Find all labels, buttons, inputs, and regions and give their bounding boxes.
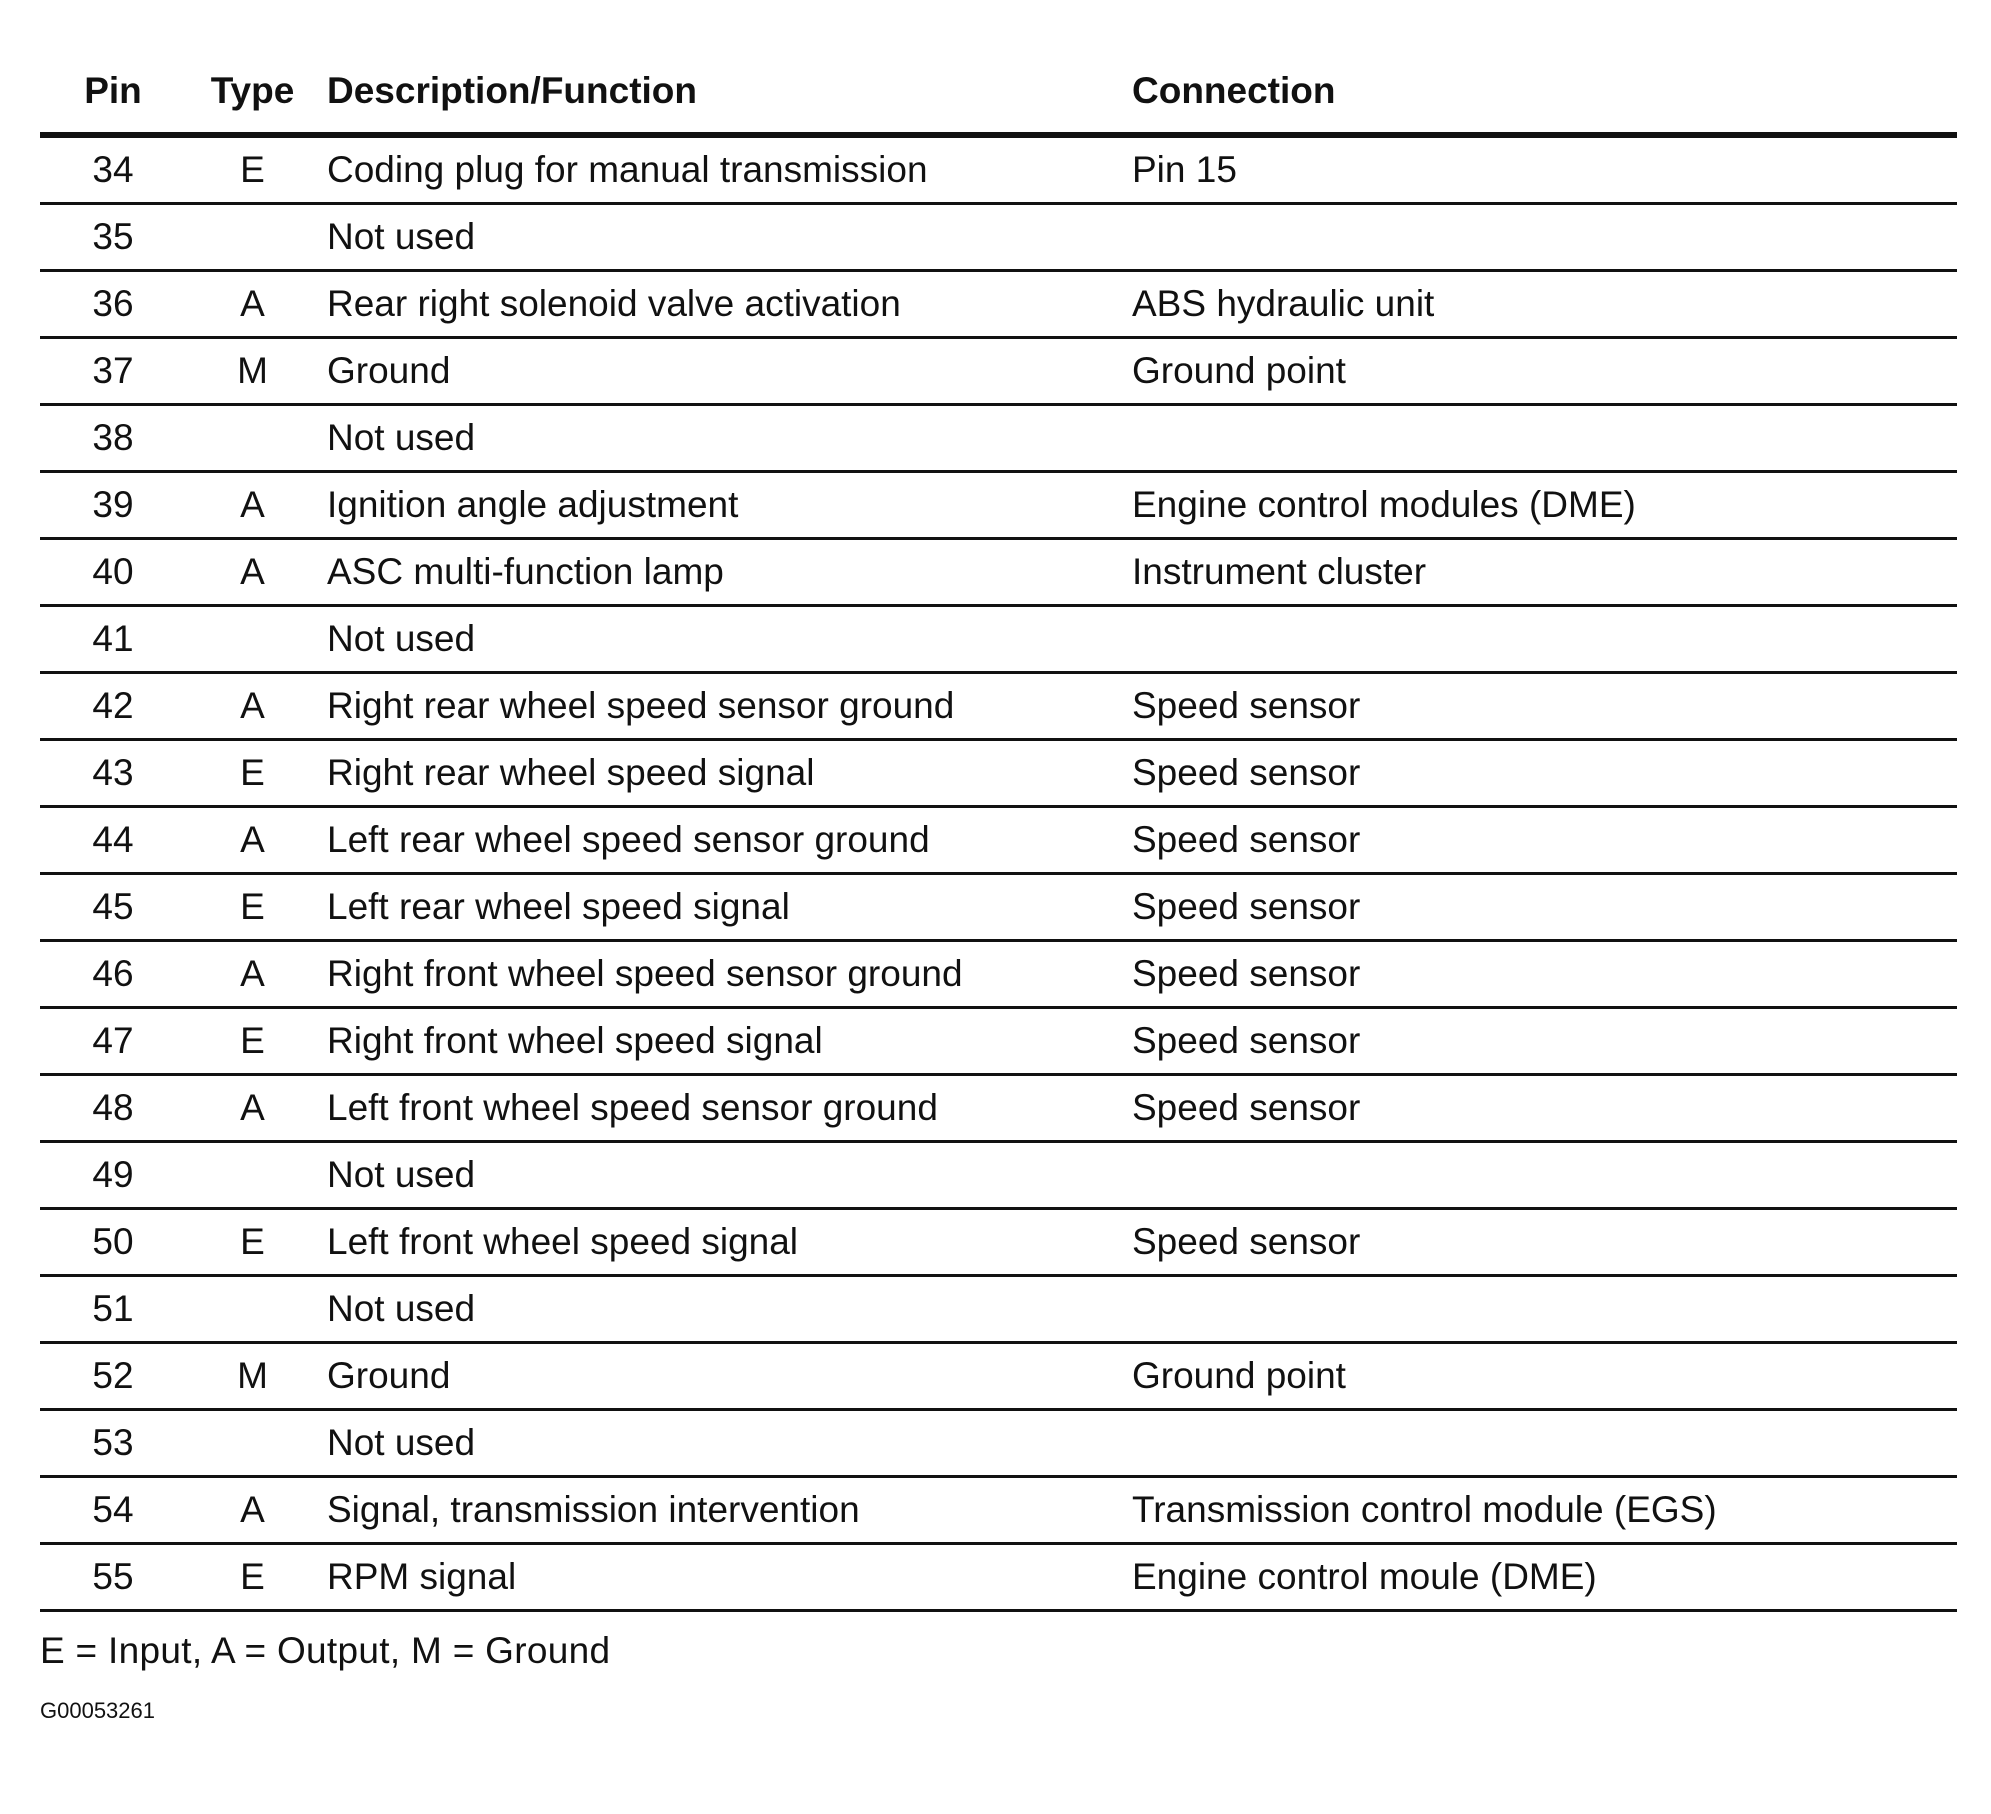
pin-cell: 34 <box>40 135 186 204</box>
pin-cell: 35 <box>40 204 186 271</box>
table-row <box>40 472 1957 539</box>
table-row <box>40 606 1957 673</box>
table-row <box>40 740 1957 807</box>
pin-cell: 44 <box>40 807 186 874</box>
table-row <box>40 1544 1957 1611</box>
description-cell: Right front wheel speed signal <box>319 1008 1124 1075</box>
connection-cell <box>1124 606 1957 673</box>
description-cell: Not used <box>319 606 1124 673</box>
description-cell: Ground <box>319 1343 1124 1410</box>
type-cell: E <box>186 1209 319 1276</box>
header-pin: Pin <box>40 60 186 135</box>
pin-cell: 48 <box>40 1075 186 1142</box>
table-body <box>40 135 1957 1611</box>
table-row <box>40 338 1957 405</box>
description-cell: Left rear wheel speed sensor ground <box>319 807 1124 874</box>
table-row <box>40 941 1957 1008</box>
connection-cell: Speed sensor <box>1124 807 1957 874</box>
connection-cell: ABS hydraulic unit <box>1124 271 1957 338</box>
description-cell: RPM signal <box>319 1544 1124 1611</box>
description-cell: Not used <box>319 1276 1124 1343</box>
type-cell: A <box>186 807 319 874</box>
type-cell: A <box>186 539 319 606</box>
connection-cell: Speed sensor <box>1124 874 1957 941</box>
connection-cell: Transmission control module (EGS) <box>1124 1477 1957 1544</box>
table-row <box>40 1343 1957 1410</box>
pin-cell: 39 <box>40 472 186 539</box>
description-cell: Not used <box>319 1410 1124 1477</box>
table-row <box>40 1276 1957 1343</box>
pin-cell: 38 <box>40 405 186 472</box>
connection-cell: Speed sensor <box>1124 1008 1957 1075</box>
connection-cell: Engine control modules (DME) <box>1124 472 1957 539</box>
table-row <box>40 1142 1957 1209</box>
type-cell <box>186 204 319 271</box>
pin-cell: 41 <box>40 606 186 673</box>
description-cell: Signal, transmission intervention <box>319 1477 1124 1544</box>
figure-id: G00053261 <box>40 1698 155 1723</box>
type-cell: E <box>186 1008 319 1075</box>
pin-cell: 42 <box>40 673 186 740</box>
type-cell: A <box>186 271 319 338</box>
pin-cell: 37 <box>40 338 186 405</box>
connection-cell <box>1124 405 1957 472</box>
document <box>40 60 1957 1724</box>
type-cell: A <box>186 673 319 740</box>
pin-cell: 53 <box>40 1410 186 1477</box>
type-cell: E <box>186 740 319 807</box>
table-row <box>40 271 1957 338</box>
connection-cell <box>1124 204 1957 271</box>
connection-cell: Pin 15 <box>1124 135 1957 204</box>
pin-table <box>40 60 1957 1612</box>
header-connection: Connection <box>1124 60 1957 135</box>
pin-cell: 40 <box>40 539 186 606</box>
description-cell: Ground <box>319 338 1124 405</box>
description-cell: Left rear wheel speed signal <box>319 874 1124 941</box>
pin-cell: 55 <box>40 1544 186 1611</box>
header-type: Type <box>186 60 319 135</box>
table-row <box>40 807 1957 874</box>
description-cell: Not used <box>319 405 1124 472</box>
description-cell: Right rear wheel speed signal <box>319 740 1124 807</box>
table-row <box>40 1008 1957 1075</box>
pin-cell: 51 <box>40 1276 186 1343</box>
description-cell: Ignition angle adjustment <box>319 472 1124 539</box>
type-cell: A <box>186 472 319 539</box>
type-cell <box>186 405 319 472</box>
table-row <box>40 539 1957 606</box>
pin-cell: 36 <box>40 271 186 338</box>
connection-cell <box>1124 1142 1957 1209</box>
connection-cell: Speed sensor <box>1124 673 1957 740</box>
pin-cell: 49 <box>40 1142 186 1209</box>
connection-cell: Speed sensor <box>1124 1075 1957 1142</box>
description-cell: Rear right solenoid valve activation <box>319 271 1124 338</box>
description-cell: Coding plug for manual transmission <box>319 135 1124 204</box>
table-row <box>40 1209 1957 1276</box>
description-cell: Not used <box>319 1142 1124 1209</box>
type-cell: E <box>186 1544 319 1611</box>
connection-cell: Speed sensor <box>1124 740 1957 807</box>
type-cell: A <box>186 1477 319 1544</box>
type-cell: M <box>186 338 319 405</box>
table-row <box>40 135 1957 204</box>
type-cell <box>186 1410 319 1477</box>
type-cell <box>186 1276 319 1343</box>
table-row <box>40 1075 1957 1142</box>
connection-cell: Instrument cluster <box>1124 539 1957 606</box>
type-cell <box>186 606 319 673</box>
pin-cell: 54 <box>40 1477 186 1544</box>
table-row <box>40 1410 1957 1477</box>
description-cell: Left front wheel speed sensor ground <box>319 1075 1124 1142</box>
description-cell: Right rear wheel speed sensor ground <box>319 673 1124 740</box>
table-row <box>40 204 1957 271</box>
description-cell: Not used <box>319 204 1124 271</box>
connection-cell: Speed sensor <box>1124 1209 1957 1276</box>
type-cell: M <box>186 1343 319 1410</box>
description-cell: ASC multi-function lamp <box>319 539 1124 606</box>
type-cell: E <box>186 135 319 204</box>
type-cell: E <box>186 874 319 941</box>
type-cell: A <box>186 1075 319 1142</box>
connection-cell <box>1124 1410 1957 1477</box>
description-cell: Right front wheel speed sensor ground <box>319 941 1124 1008</box>
connection-cell: Speed sensor <box>1124 941 1957 1008</box>
pin-cell: 47 <box>40 1008 186 1075</box>
table-row <box>40 874 1957 941</box>
pin-cell: 50 <box>40 1209 186 1276</box>
connection-cell: Engine control moule (DME) <box>1124 1544 1957 1611</box>
type-legend: E = Input, A = Output, M = Ground <box>40 1630 611 1671</box>
table-row <box>40 405 1957 472</box>
connection-cell <box>1124 1276 1957 1343</box>
connection-cell: Ground point <box>1124 1343 1957 1410</box>
header-description: Description/Function <box>319 60 1124 135</box>
connection-cell: Ground point <box>1124 338 1957 405</box>
table-row <box>40 673 1957 740</box>
description-cell: Left front wheel speed signal <box>319 1209 1124 1276</box>
pin-cell: 52 <box>40 1343 186 1410</box>
table-header-row <box>40 60 1957 135</box>
pin-cell: 46 <box>40 941 186 1008</box>
pin-cell: 43 <box>40 740 186 807</box>
pin-cell: 45 <box>40 874 186 941</box>
type-cell <box>186 1142 319 1209</box>
type-cell: A <box>186 941 319 1008</box>
table-row <box>40 1477 1957 1544</box>
